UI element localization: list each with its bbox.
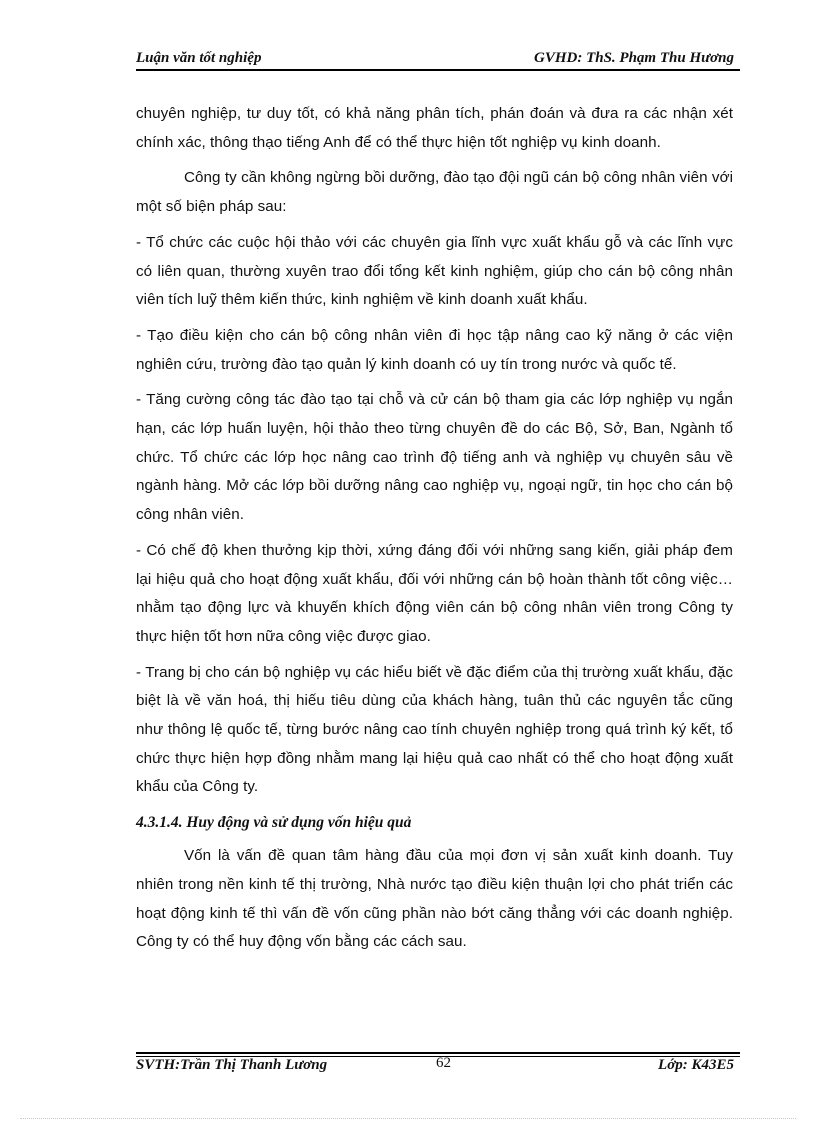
- bullet-paragraph-4: - Có chế độ khen thưởng kịp thời, xứng đáng đối với những sang kiến, giải pháp đem lại hiệu quả cho hoạt động xuất khẩu, đối với những cán bộ hoàn thành tốt công việc…nhằm tạo động lực và khuyến khích động viên cán bộ công nhân viên trong Công ty thực hiện tốt hơn nữa công việc được giao.: [136, 541, 733, 645]
- page-number: 62: [436, 1055, 451, 1071]
- header-rule: [136, 69, 740, 71]
- header-thesis-label: Luận văn tốt nghiệp: [136, 50, 262, 66]
- header-advisor: GVHD: ThS. Phạm Thu Hương: [534, 50, 734, 66]
- section-heading: 4.3.1.4. Huy động và sử dụng vốn hiệu quả: [136, 814, 412, 832]
- page-footer: [136, 1057, 740, 1079]
- document-body: [136, 100, 733, 964]
- paragraph-2: Công ty cần không ngừng bồi dưỡng, đào tạo đội ngũ cán bộ công nhân viên với một số biện pháp sau:: [136, 169, 733, 216]
- bullet-paragraph-5: - Trang bị cho cán bộ nghiệp vụ các hiểu biết về đặc điểm của thị trường xuất khẩu, đặc biệt là về văn hoá, thị hiếu tiêu dùng của khách hàng, tuân thủ các nguyên tắc cũng như thông lệ quốc tế, từng bước nâng cao tính chuyên nghiệp trong quá trình ký kết, tổ chức thực hiện hợp đồng nhằm mang lại hiệu quả cao nhất có thể cho hoạt động xuất khẩu của Công ty.: [136, 663, 733, 796]
- bullet-paragraph-1: - Tổ chức các cuộc hội thảo với các chuyên gia lĩnh vực xuất khẩu gỗ và các lĩnh vực có liên quan, thường xuyên trao đổi tổng kết kinh nghiệm, giúp cho cán bộ công nhân viên tích luỹ thêm kiến thức, kinh nghiệm về kinh doanh xuất khẩu.: [136, 233, 733, 309]
- bullet-paragraph-3: - Tăng cường công tác đào tạo tại chỗ và cử cán bộ tham gia các lớp nghiệp vụ ngắn hạn, các lớp huấn luyện, hội thảo theo từng chuyên đề do các Bộ, Sở, Ban, Ngành tổ chức. Tổ chức các lớp học nâng cao trình độ tiếng anh và nghiệp vụ chuyên sâu về ngành hàng. Mở các lớp bồi dưỡng nâng cao nghiệp vụ, ngoại ngữ, tin học cho cán bộ công nhân viên.: [136, 391, 733, 524]
- paragraph-1: chuyên nghiệp, tư duy tốt, có khả năng phân tích, phán đoán và đưa ra các nhận xét chính xác, thông thạo tiếng Anh để có thể thực hiện tốt nghiệp vụ kinh doanh.: [136, 105, 733, 151]
- page-bottom-edge: [20, 1118, 796, 1119]
- footer-student: SVTH:Trần Thị Thanh Lương: [136, 1057, 328, 1073]
- footer-rule-thick: [136, 1052, 740, 1054]
- bullet-paragraph-2: - Tạo điều kiện cho cán bộ công nhân viên đi học tập nâng cao kỹ năng ở các viện nghiên cứu, trường đào tạo quản lý kinh doanh có uy tín trong nước và quốc tế.: [136, 326, 733, 373]
- footer-class: Lớp: K43E5: [658, 1057, 734, 1073]
- paragraph-capital: Vốn là vấn đề quan tâm hàng đầu của mọi đơn vị sản xuất kinh doanh. Tuy nhiên trong nền kinh tế thị trường, Nhà nước tạo điều kiện thuận lợi cho phát triển các hoạt động kinh tế thì vấn đề vốn cũng phần nào bớt căng thẳng với các doanh nghiệp. Công ty có thể huy động vốn bằng các cách sau.: [136, 847, 733, 951]
